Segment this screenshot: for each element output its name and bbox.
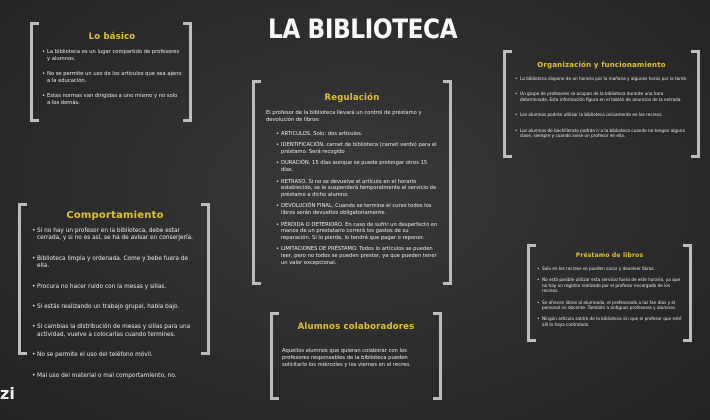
list-item: • Los alumnos podrán utilizar la biblioteca únicamente en los recreos. xyxy=(515,112,688,117)
colaboradores-frame[interactable] xyxy=(270,312,442,400)
prestamo-frame[interactable] xyxy=(527,244,692,342)
comportamiento-heading: Comportamiento xyxy=(66,210,164,221)
list-item: • La biblioteca es un lugar compartido de profesores y alumnos. xyxy=(42,49,182,62)
lo-basico-heading: Lo básico xyxy=(88,32,136,42)
list-item: • Se ofrecen libros al alumnado, el profesorado a las fan días y el personal no docente. También a antiguos profesores y alumnos. xyxy=(537,300,682,311)
organizacion-frame[interactable] xyxy=(503,50,700,158)
list-item: • Ningún artículo saldrá de la biblioteca sin que el profesor que esté allí lo haya controlado. xyxy=(537,316,682,327)
list-item: • La biblioteca dispone de un horario por la mañana y algunas horas por la tarde. xyxy=(515,76,688,81)
regulacion-intro: El profesor de la biblioteca llevará un control de préstamo y devolución de libros: xyxy=(266,110,422,123)
regulacion-list xyxy=(266,131,438,267)
list-item: • LIMITACIONES DE PRÉSTAMO. Todos lo artículos se pueden leer, pero no todos se pueden prestar, ya que pueden tener un valor excepcional. xyxy=(276,246,438,266)
list-item: • No se permite un uso de los artículos que sea ajeno a la educación. xyxy=(42,71,182,84)
list-item: • Un grupo de profesores se ocupan de la biblioteca durante una hora determinada. Esta información figura en el tablón de anuncios de la entrada. xyxy=(515,91,688,102)
list-item: • DURACIÓN. 15 días aunque se puede prolongar otros 15 días. xyxy=(276,160,438,173)
list-item: • PÉRDIDA O DETERIORO. En caso de sufrir un desperfecto en manos de un prestatario correrá los gastos de su reparación. Si lo pierde, lo tendrá que pagar o reponer. xyxy=(276,222,438,242)
list-item: • No está posible utilizar esta servicio fuera de este horario, ya que no hay un registro realizado por el profesor encargado de los recreos. xyxy=(537,277,682,293)
page-title: LA BIBLIOTECA xyxy=(268,14,458,45)
prestamo-list xyxy=(537,266,682,327)
list-item: • Los alumnos de bachillerato podrán ir a la biblioteca cuando no tengan alguna clase, siempre y cuando avise un profesor en ella. xyxy=(515,128,688,139)
prezi-logo: zi xyxy=(0,384,15,403)
list-item: • Si no hay un profesor en la biblioteca, debe estar cerrada, y si no es así, se ha de avisar en conserjería. xyxy=(32,228,198,243)
list-item: • RETRASO. Si no se devuelve el artículo en el horario establecido, se le suspenderá temporalmente el servicio de préstamo a dicho alumno. xyxy=(276,179,438,199)
organizacion-list xyxy=(515,76,688,138)
list-item: • IDENTIFICACIÓN. carnet de biblioteca (carnet verde) para el préstamo. Será recogido xyxy=(276,142,438,155)
comportamiento-list xyxy=(32,228,198,380)
list-item: • Solo en los recreos se pueden sacar y devolver libros. xyxy=(537,266,682,271)
list-item: • Mal uso del material o mal comportamiento, no. xyxy=(32,373,198,380)
list-item: • DEVOLUCIÓN FINAL. Cuando se termine el curso todos los libros serán devueltos obligatoriamente. xyxy=(276,203,438,216)
list-item: • Biblioteca limpia y ordenada. Come y bebe fuera de ella. xyxy=(32,256,198,271)
organizacion-heading: Organización y funcionamiento xyxy=(537,61,666,69)
list-item: • Procura no hacer ruido con la mesas y sillas. xyxy=(32,284,198,291)
list-item: • ARTICULOS. Solo: dos artículos. xyxy=(276,131,438,138)
colaboradores-heading: Alumnos colaboradores xyxy=(297,322,415,332)
list-item: • Si estás realizando un trabajo grupal, habla bajo. xyxy=(32,304,198,311)
regulacion-heading: Regulación xyxy=(324,93,380,103)
regulacion-frame[interactable] xyxy=(252,80,452,285)
lo-basico-frame[interactable] xyxy=(30,22,192,122)
comportamiento-frame[interactable] xyxy=(18,203,210,379)
list-item: • No se permite el uso del teléfono móvil. xyxy=(32,352,198,359)
prestamo-heading: Préstamo de libros xyxy=(575,252,644,259)
list-item: • Estas normas van dirigidas a uno mismo y no solo a los demás. xyxy=(42,93,182,106)
colaboradores-text: Aquellos alumnos que quieran colaborar con los profesores responsables de la biblioteca pueden solicitarlo los miércoles y los viernes en el recreo. xyxy=(282,348,412,368)
list-item: • Si cambias la distribución de mesas y sillas para una actividad, vuelve a colocarlas cuando termines. xyxy=(32,324,198,339)
lo-basico-list xyxy=(42,49,182,107)
